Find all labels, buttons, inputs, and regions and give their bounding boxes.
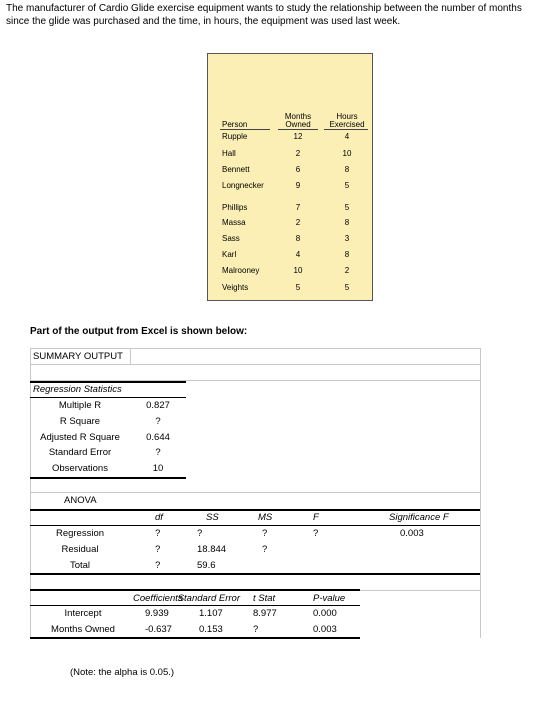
hours-header-line1: Hours xyxy=(336,112,358,121)
stat-label: Observations xyxy=(52,463,108,474)
coef-row-label: Intercept xyxy=(64,608,102,619)
months-header-line1: Months xyxy=(284,112,312,121)
anova-ss: ? xyxy=(197,528,203,539)
hours-exercised-value: 4 xyxy=(344,132,350,141)
person-name: Malrooney xyxy=(222,266,260,275)
anova-df: ? xyxy=(155,544,161,555)
anova-ss: 18.844 xyxy=(197,544,227,555)
anova-f: ? xyxy=(313,528,319,539)
problem-statement: The manufacturer of Cardio Glide exercise equipment wants to study the relationship between the number of months since the glide was purchased and the time, in hours, the equipment was used last week. xyxy=(6,3,522,27)
person-name: Rupple xyxy=(222,132,248,141)
months-owned-value: 9 xyxy=(295,181,301,190)
coef-header-coefficients: Coefficients xyxy=(133,593,183,604)
hours-exercised-value: 3 xyxy=(344,234,350,243)
summary-title: SUMMARY OUTPUT xyxy=(33,351,123,362)
person-name: Bennett xyxy=(222,165,250,174)
months-owned-value: 6 xyxy=(295,165,301,174)
coef-value: 9.939 xyxy=(145,608,169,619)
person-name: Longnecker xyxy=(222,181,264,190)
person-name: Sass xyxy=(222,234,240,243)
hours-exercised-value: 2 xyxy=(344,266,350,275)
months-owned-value: 4 xyxy=(295,250,301,259)
anova-header-ss: SS xyxy=(206,512,219,523)
months-owned-value: 5 xyxy=(295,283,301,292)
person-name: Hall xyxy=(222,149,236,158)
stat-label: Adjusted R Square xyxy=(40,432,120,443)
person-name: Massa xyxy=(222,218,246,227)
hours-header-line2: Exercised xyxy=(329,120,365,129)
stat-value: ? xyxy=(155,447,161,458)
t-stat-value: ? xyxy=(253,624,259,635)
months-header-line2: Owned xyxy=(285,120,311,129)
coef-header-standard-error: Standard Error xyxy=(177,593,240,604)
stat-value: 0.644 xyxy=(146,432,170,443)
coef-header-t-stat: t Stat xyxy=(253,593,276,604)
anova-significance: 0.003 xyxy=(400,528,424,539)
months-owned-value: 8 xyxy=(295,234,301,243)
stat-label: Multiple R xyxy=(58,400,102,411)
hours-exercised-value: 8 xyxy=(344,165,350,174)
hours-exercised-value: 5 xyxy=(344,283,350,292)
standard-error-value: 1.107 xyxy=(199,608,223,619)
stat-label: Standard Error xyxy=(48,447,112,458)
person-name: Karl xyxy=(222,250,237,259)
anova-ms: ? xyxy=(262,544,268,555)
anova-ss: 59.6 xyxy=(197,560,216,571)
anova-df: ? xyxy=(155,528,161,539)
hours-exercised-value: 10 xyxy=(342,149,352,158)
output-title: Part of the output from Excel is shown below: xyxy=(30,326,248,337)
anova-df: ? xyxy=(155,560,161,571)
anova-row-label: Regression xyxy=(55,528,105,539)
person-name: Veights xyxy=(222,283,249,292)
hours-exercised-value: 8 xyxy=(344,218,350,227)
months-owned-value: 2 xyxy=(295,218,301,227)
coef-value: -0.637 xyxy=(145,624,172,635)
coef-row-label: Months Owned xyxy=(51,624,115,635)
regression-stats-title: Regression Statistics xyxy=(33,384,122,395)
months-owned-value: 12 xyxy=(293,132,303,141)
t-stat-value: 8.977 xyxy=(253,608,277,619)
coef-header-p-value: P-value xyxy=(313,593,346,604)
months-owned-value: 2 xyxy=(295,149,301,158)
anova-ms: ? xyxy=(262,528,268,539)
stat-value: 10 xyxy=(152,463,164,474)
person-header: Person xyxy=(222,120,248,129)
p-value: 0.003 xyxy=(313,624,337,635)
anova-title: ANOVA xyxy=(64,495,97,506)
p-value: 0.000 xyxy=(313,608,337,619)
person-name: Phillips xyxy=(222,203,248,212)
anova-header-ms: MS xyxy=(258,512,273,523)
hours-exercised-value: 5 xyxy=(344,203,350,212)
anova-row-label: Total xyxy=(69,560,91,571)
anova-header-f: F xyxy=(313,512,319,523)
hours-exercised-value: 8 xyxy=(344,250,350,259)
stat-label: R Square xyxy=(59,416,101,427)
standard-error-value: 0.153 xyxy=(199,624,223,635)
stat-value: 0.827 xyxy=(146,400,170,411)
anova-header-significance: Significance F xyxy=(389,512,449,523)
anova-row-label: Residual xyxy=(61,544,99,555)
months-owned-value: 7 xyxy=(295,203,301,212)
alpha-note: (Note: the alpha is 0.05.) xyxy=(70,667,175,678)
anova-header-df: df xyxy=(155,512,163,523)
stat-value: ? xyxy=(155,416,161,427)
months-owned-value: 10 xyxy=(293,266,303,275)
hours-exercised-value: 5 xyxy=(344,181,350,190)
